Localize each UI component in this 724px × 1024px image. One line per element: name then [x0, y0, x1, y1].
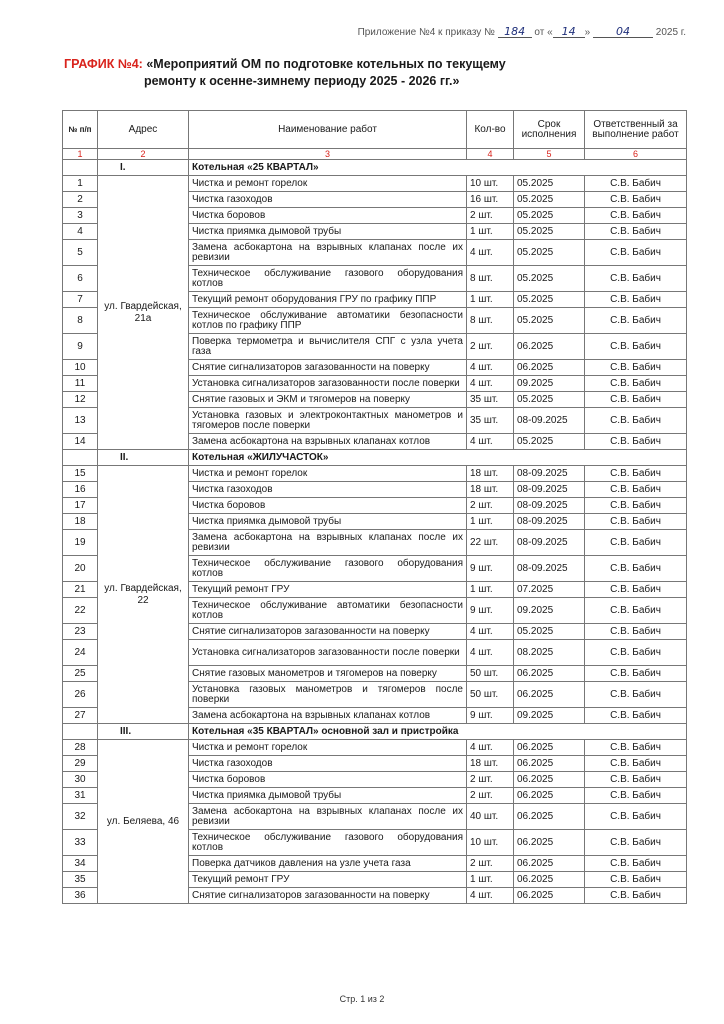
quantity: 18 шт. [467, 756, 514, 772]
header-row [63, 111, 687, 149]
responsible: С.В. Бабич [585, 666, 687, 682]
section-cell [63, 450, 98, 466]
column-number: 4 [467, 149, 514, 160]
responsible: С.В. Бабич [585, 740, 687, 756]
deadline: 05.2025 [514, 224, 585, 240]
deadline: 08-09.2025 [514, 482, 585, 498]
responsible: С.В. Бабич [585, 360, 687, 376]
quantity: 2 шт. [467, 334, 514, 360]
header-quantity: Кол-во [467, 111, 514, 149]
quantity: 10 шт. [467, 830, 514, 856]
work-name: Чистка и ремонт горелок [189, 176, 467, 192]
quantity: 1 шт. [467, 514, 514, 530]
header-number: № п/п [63, 111, 98, 149]
quantity: 2 шт. [467, 772, 514, 788]
deadline: 06.2025 [514, 830, 585, 856]
deadline: 06.2025 [514, 872, 585, 888]
work-name: Текущий ремонт оборудования ГРУ по графику ППР [189, 292, 467, 308]
quantity: 4 шт. [467, 740, 514, 756]
quantity: 2 шт. [467, 856, 514, 872]
deadline: 06.2025 [514, 740, 585, 756]
appendix-text: Приложение №4 к приказу № [357, 27, 495, 38]
responsible: С.В. Бабич [585, 804, 687, 830]
date-from-text: от « [534, 27, 553, 38]
row-number: 28 [63, 740, 98, 756]
quantity: 9 шт. [467, 708, 514, 724]
quantity: 4 шт. [467, 240, 514, 266]
responsible: С.В. Бабич [585, 192, 687, 208]
responsible: С.В. Бабич [585, 582, 687, 598]
work-name: Установка газовых манометров и тягомеров после поверки [189, 682, 467, 708]
appendix-reference [358, 26, 686, 38]
work-name: Чистка боровов [189, 208, 467, 224]
section-roman: III. [98, 724, 189, 740]
row-number: 27 [63, 708, 98, 724]
column-number: 3 [189, 149, 467, 160]
responsible: С.В. Бабич [585, 376, 687, 392]
responsible: С.В. Бабич [585, 334, 687, 360]
row-number: 17 [63, 498, 98, 514]
work-name: Чистка боровов [189, 772, 467, 788]
page-number: Стр. 1 из 2 [339, 994, 385, 1004]
work-name: Чистка приямка дымовой трубы [189, 788, 467, 804]
quantity: 35 шт. [467, 392, 514, 408]
row-number: 7 [63, 292, 98, 308]
responsible: С.В. Бабич [585, 292, 687, 308]
deadline: 05.2025 [514, 434, 585, 450]
deadline: 06.2025 [514, 360, 585, 376]
quantity: 2 шт. [467, 788, 514, 804]
work-name: Техническое обслуживание автоматики безопасности котлов [189, 598, 467, 624]
row-number: 21 [63, 582, 98, 598]
responsible: С.В. Бабич [585, 772, 687, 788]
work-name: Замена асбокартона на взрывных клапанах котлов [189, 708, 467, 724]
row-number: 18 [63, 514, 98, 530]
quantity: 4 шт. [467, 434, 514, 450]
order-number: 184 [498, 26, 532, 38]
responsible: С.В. Бабич [585, 392, 687, 408]
deadline: 05.2025 [514, 192, 585, 208]
work-name: Чистка и ремонт горелок [189, 740, 467, 756]
work-name: Снятие сигнализаторов загазованности на поверку [189, 888, 467, 904]
row-number: 10 [63, 360, 98, 376]
order-month: 04 [593, 26, 653, 38]
section-row [63, 724, 687, 740]
quantity: 1 шт. [467, 292, 514, 308]
row-number: 9 [63, 334, 98, 360]
row-number: 26 [63, 682, 98, 708]
row-number: 5 [63, 240, 98, 266]
work-name: Чистка приямка дымовой трубы [189, 514, 467, 530]
responsible: С.В. Бабич [585, 830, 687, 856]
date-mid-text: » [584, 27, 591, 38]
document-title [64, 56, 684, 90]
header-work: Наименование работ [189, 111, 467, 149]
row-number: 15 [63, 466, 98, 482]
section-title: Котельная «35 КВАРТАЛ» основной зал и пристройка [189, 724, 687, 740]
quantity: 4 шт. [467, 376, 514, 392]
quantity: 10 шт. [467, 176, 514, 192]
quantity: 18 шт. [467, 482, 514, 498]
quantity: 4 шт. [467, 888, 514, 904]
responsible: С.В. Бабич [585, 888, 687, 904]
quantity: 8 шт. [467, 266, 514, 292]
order-day: 14 [553, 26, 585, 38]
work-name: Текущий ремонт ГРУ [189, 872, 467, 888]
table-row [63, 176, 687, 192]
work-name: Снятие сигнализаторов загазованности на поверку [189, 360, 467, 376]
address-cell: ул. Гвардейская, 21а [98, 176, 189, 450]
responsible: С.В. Бабич [585, 434, 687, 450]
responsible: С.В. Бабич [585, 176, 687, 192]
responsible: С.В. Бабич [585, 856, 687, 872]
work-name: Поверка термометра и вычислителя СПГ с узла учета газа [189, 334, 467, 360]
deadline: 06.2025 [514, 682, 585, 708]
section-title: Котельная «25 КВАРТАЛ» [189, 160, 687, 176]
row-number: 20 [63, 556, 98, 582]
work-name: Чистка газоходов [189, 756, 467, 772]
row-number: 16 [63, 482, 98, 498]
deadline: 09.2025 [514, 708, 585, 724]
row-number: 32 [63, 804, 98, 830]
deadline: 08-09.2025 [514, 466, 585, 482]
quantity: 9 шт. [467, 598, 514, 624]
header-deadline: Срок исполнения [514, 111, 585, 149]
section-title: Котельная «ЖИЛУЧАСТОК» [189, 450, 687, 466]
work-name: Снятие сигнализаторов загазованности на поверку [189, 624, 467, 640]
deadline: 05.2025 [514, 292, 585, 308]
row-number: 24 [63, 640, 98, 666]
row-number: 4 [63, 224, 98, 240]
responsible: С.В. Бабич [585, 240, 687, 266]
work-name: Техническое обслуживание газового оборудования котлов [189, 830, 467, 856]
responsible: С.В. Бабич [585, 498, 687, 514]
row-number: 1 [63, 176, 98, 192]
quantity: 1 шт. [467, 582, 514, 598]
work-name: Чистка газоходов [189, 482, 467, 498]
table-row [63, 466, 687, 482]
deadline: 09.2025 [514, 376, 585, 392]
deadline: 08-09.2025 [514, 530, 585, 556]
responsible: С.В. Бабич [585, 788, 687, 804]
deadline: 05.2025 [514, 308, 585, 334]
row-number: 11 [63, 376, 98, 392]
responsible: С.В. Бабич [585, 872, 687, 888]
deadline: 08-09.2025 [514, 556, 585, 582]
work-name: Чистка приямка дымовой трубы [189, 224, 467, 240]
deadline: 06.2025 [514, 788, 585, 804]
quantity: 50 шт. [467, 666, 514, 682]
responsible: С.В. Бабич [585, 682, 687, 708]
work-name: Снятие газовых манометров и тягомеров на поверку [189, 666, 467, 682]
row-number: 35 [63, 872, 98, 888]
row-number: 33 [63, 830, 98, 856]
section-roman: I. [98, 160, 189, 176]
deadline: 09.2025 [514, 598, 585, 624]
quantity: 1 шт. [467, 872, 514, 888]
responsible: С.В. Бабич [585, 624, 687, 640]
work-name: Замена асбокартона на взрывных клапанах котлов [189, 434, 467, 450]
quantity: 18 шт. [467, 466, 514, 482]
responsible: С.В. Бабич [585, 466, 687, 482]
responsible: С.В. Бабич [585, 224, 687, 240]
work-name: Текущий ремонт ГРУ [189, 582, 467, 598]
work-name: Чистка боровов [189, 498, 467, 514]
table-body [63, 160, 687, 904]
row-number: 12 [63, 392, 98, 408]
deadline: 07.2025 [514, 582, 585, 598]
work-name: Техническое обслуживание газового оборудования котлов [189, 556, 467, 582]
quantity: 16 шт. [467, 192, 514, 208]
responsible: С.В. Бабич [585, 208, 687, 224]
quantity: 4 шт. [467, 360, 514, 376]
quantity: 4 шт. [467, 640, 514, 666]
responsible: С.В. Бабич [585, 556, 687, 582]
quantity: 22 шт. [467, 530, 514, 556]
responsible: С.В. Бабич [585, 408, 687, 434]
row-number: 13 [63, 408, 98, 434]
row-number: 30 [63, 772, 98, 788]
deadline: 08.2025 [514, 640, 585, 666]
deadline: 08-09.2025 [514, 514, 585, 530]
column-number-row [63, 149, 687, 160]
quantity: 8 шт. [467, 308, 514, 334]
row-number: 25 [63, 666, 98, 682]
quantity: 9 шт. [467, 556, 514, 582]
address-cell: ул. Беляева, 46 [98, 740, 189, 904]
quantity: 40 шт. [467, 804, 514, 830]
work-name: Установка сигнализаторов загазованности после поверки [189, 376, 467, 392]
row-number: 36 [63, 888, 98, 904]
work-name: Установка сигнализаторов загазованности после поверки [189, 640, 467, 666]
schedule-label: ГРАФИК №4: [64, 57, 143, 71]
row-number: 34 [63, 856, 98, 872]
address-cell: ул. Гвардейская, 22 [98, 466, 189, 724]
work-name: Техническое обслуживание автоматики безопасности котлов по графику ППР [189, 308, 467, 334]
work-name: Чистка газоходов [189, 192, 467, 208]
deadline: 06.2025 [514, 804, 585, 830]
responsible: С.В. Бабич [585, 530, 687, 556]
work-name: Снятие газовых и ЭКМ и тягомеров на поверку [189, 392, 467, 408]
title-line-2: ремонту к осенне-зимнему периоду 2025 - 2026 гг.» [144, 74, 460, 88]
deadline: 06.2025 [514, 666, 585, 682]
column-number: 2 [98, 149, 189, 160]
deadline: 05.2025 [514, 624, 585, 640]
responsible: С.В. Бабич [585, 756, 687, 772]
row-number: 22 [63, 598, 98, 624]
work-name: Поверка датчиков давления на узле учета газа [189, 856, 467, 872]
deadline: 05.2025 [514, 266, 585, 292]
work-name: Замена асбокартона на взрывных клапанах после их ревизии [189, 804, 467, 830]
quantity: 50 шт. [467, 682, 514, 708]
column-number: 5 [514, 149, 585, 160]
work-name: Замена асбокартона на взрывных клапанах после их ревизии [189, 530, 467, 556]
work-name: Установка газовых и электроконтактных манометров и тягомеров после поверки [189, 408, 467, 434]
deadline: 06.2025 [514, 334, 585, 360]
column-number: 1 [63, 149, 98, 160]
row-number: 31 [63, 788, 98, 804]
row-number: 8 [63, 308, 98, 334]
section-row [63, 450, 687, 466]
deadline: 06.2025 [514, 856, 585, 872]
deadline: 05.2025 [514, 240, 585, 266]
responsible: С.В. Бабич [585, 514, 687, 530]
work-name: Чистка и ремонт горелок [189, 466, 467, 482]
row-number: 29 [63, 756, 98, 772]
row-number: 6 [63, 266, 98, 292]
section-cell [63, 160, 98, 176]
quantity: 1 шт. [467, 224, 514, 240]
quantity: 35 шт. [467, 408, 514, 434]
row-number: 23 [63, 624, 98, 640]
row-number: 2 [63, 192, 98, 208]
section-row [63, 160, 687, 176]
row-number: 14 [63, 434, 98, 450]
responsible: С.В. Бабич [585, 640, 687, 666]
responsible: С.В. Бабич [585, 708, 687, 724]
responsible: С.В. Бабич [585, 308, 687, 334]
section-cell [63, 724, 98, 740]
header-responsible: Ответственный за выполнение работ [585, 111, 687, 149]
deadline: 06.2025 [514, 756, 585, 772]
responsible: С.В. Бабич [585, 266, 687, 292]
responsible: С.В. Бабич [585, 598, 687, 624]
deadline: 08-09.2025 [514, 408, 585, 434]
title-line-1: «Мероприятий ОМ по подготовке котельных по текущему [146, 57, 506, 71]
deadline: 05.2025 [514, 392, 585, 408]
responsible: С.В. Бабич [585, 482, 687, 498]
quantity: 2 шт. [467, 208, 514, 224]
table-row [63, 740, 687, 756]
deadline: 08-09.2025 [514, 498, 585, 514]
schedule-table [62, 110, 687, 904]
deadline: 05.2025 [514, 176, 585, 192]
header-address: Адрес [98, 111, 189, 149]
order-year: 2025 г. [655, 27, 686, 38]
work-name: Замена асбокартона на взрывных клапанах после их ревизии [189, 240, 467, 266]
row-number: 19 [63, 530, 98, 556]
column-number: 6 [585, 149, 687, 160]
deadline: 05.2025 [514, 208, 585, 224]
quantity: 4 шт. [467, 624, 514, 640]
work-name: Техническое обслуживание газового оборудования котлов [189, 266, 467, 292]
row-number: 3 [63, 208, 98, 224]
quantity: 2 шт. [467, 498, 514, 514]
deadline: 06.2025 [514, 772, 585, 788]
deadline: 06.2025 [514, 888, 585, 904]
section-roman: II. [98, 450, 189, 466]
